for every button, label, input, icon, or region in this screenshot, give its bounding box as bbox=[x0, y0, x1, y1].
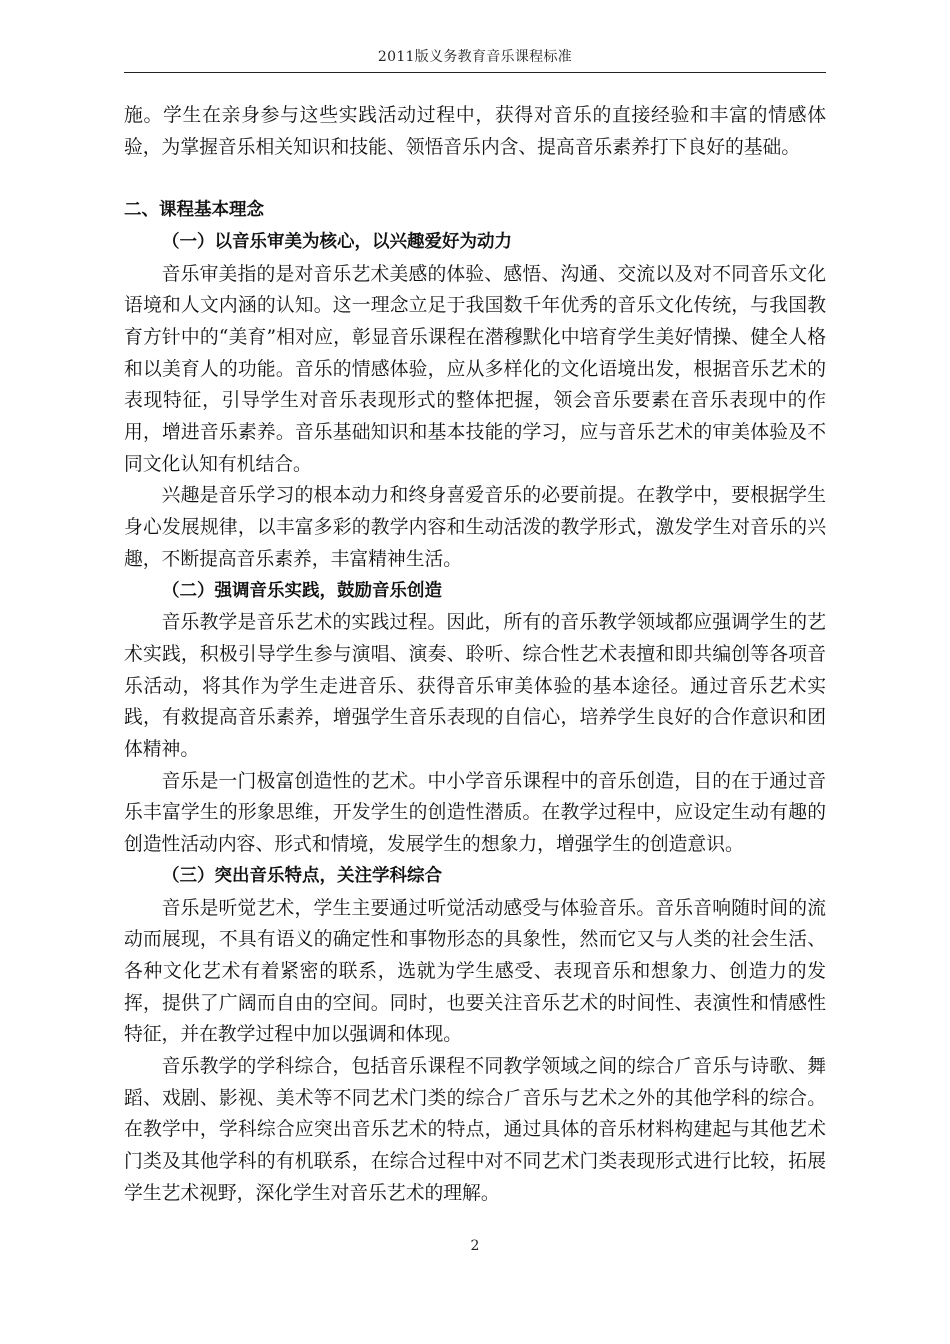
subsection-1-paragraph-2: 兴趣是音乐学习的根本动力和终身喜爱音乐的必要前提。在教学中，要根据学生身心发展规律，以丰富多彩的教学内容和生动活泼的教学形式，激发学生对音乐的兴趣，不断提高音乐素养，丰富精神生活。 bbox=[124, 485, 826, 570]
section-heading: 二、课程基本理念 bbox=[124, 200, 264, 221]
subsection-3-paragraph-2: 音乐教学的学科综合，包括音乐课程不同教学领域之间的综合⺁音乐与诗歌、舞蹈、戏剧、影视、美术等不同艺术门类的综合⺁音乐与艺术之外的其他学科的综合。在教学中，学科综合应突出音乐艺术的特点，通过具体的音乐材料构建起与其他艺术门类及其他学科的有机联系，在综合过程中对不同艺术门类表现形式进行比较，拓展学生艺术视野，深化学生对音乐艺术的理解。 bbox=[124, 1056, 826, 1204]
document-body bbox=[124, 100, 826, 1210]
subsection-1-heading: （一）以音乐审美为核心，以兴趣爱好为动力 bbox=[162, 231, 512, 252]
page-number: 2 bbox=[470, 1238, 480, 1254]
subsection-3-heading: （三）突出音乐特点，关注学科综合 bbox=[162, 865, 442, 886]
spacer bbox=[124, 163, 826, 195]
intro-paragraph: 施。学生在亲身参与这些实践活动过程中，获得对音乐的直接经验和丰富的情感体验，为掌握音乐相关知识和技能、领悟音乐内含、提高音乐素养打下良好的基础。 bbox=[124, 105, 826, 158]
header-rule bbox=[124, 72, 826, 73]
subsection-2-paragraph-2: 音乐是一门极富创造性的艺术。中小学音乐课程中的音乐创造，目的在于通过音乐丰富学生的形象思维，开发学生的创造性潜质。在教学过程中，应设定生动有趣的创造性活动内容、形式和情境，发展学生的想象力，增强学生的创造意识。 bbox=[124, 770, 826, 856]
subsection-3-paragraph-1: 音乐是听觉艺术，学生主要通过听觉活动感受与体验音乐。音乐音响随时间的流动而展现，不具有语义的确定性和事物形态的具象性，然而它又与人类的社会生活、各种文化艺术有着紧密的联系，选就为学生感受、表现音乐和想象力、创造力的发挥，提供了广阔而自由的空间。同时，也要关注音乐艺术的时间性、表演性和情感性特征，并在教学过程中加以强调和体现。 bbox=[124, 897, 826, 1046]
subsection-1-paragraph-1: 音乐审美指的是对音乐艺术美感的体验、感悟、沟通、交流以及对不同音乐文化语境和人文内涵的认知。这一理念立足于我国数千年优秀的音乐文化传统，与我国教育方针中的“美育”相对应，彰显音乐课程在潜穆默化中培育学生美好情操、健全人格和以美育人的功能。音乐的情感体验，应从多样化的文化语境出发，根据音乐艺术的表现特征，引导学生对音乐表现形式的整体把握，领会音乐要素在音乐表现中的作用，增进音乐素养。音乐基础知识和基本技能的学习，应与音乐艺术的审美体验及不同文化认知有机结合。 bbox=[124, 263, 826, 475]
page-header: 2011版义务教育音乐课程标准 bbox=[377, 49, 573, 65]
subsection-2-paragraph-1: 音乐教学是音乐艺术的实践过程。因此，所有的音乐教学领域都应强调学生的艺术实践，积极引导学生参与演唱、演奏、聆听、综合性艺术表擅和即共编创等各项音乐活动，将其作为学生走进音乐、获得音乐审美体验的基本途径。通过音乐艺术实践，有救提高音乐素养，增强学生音乐表现的自信心，培养学生良好的合作意识和团体精神。 bbox=[124, 612, 826, 761]
subsection-2-heading: （二）强调音乐实践，鼓励音乐创造 bbox=[162, 580, 442, 601]
